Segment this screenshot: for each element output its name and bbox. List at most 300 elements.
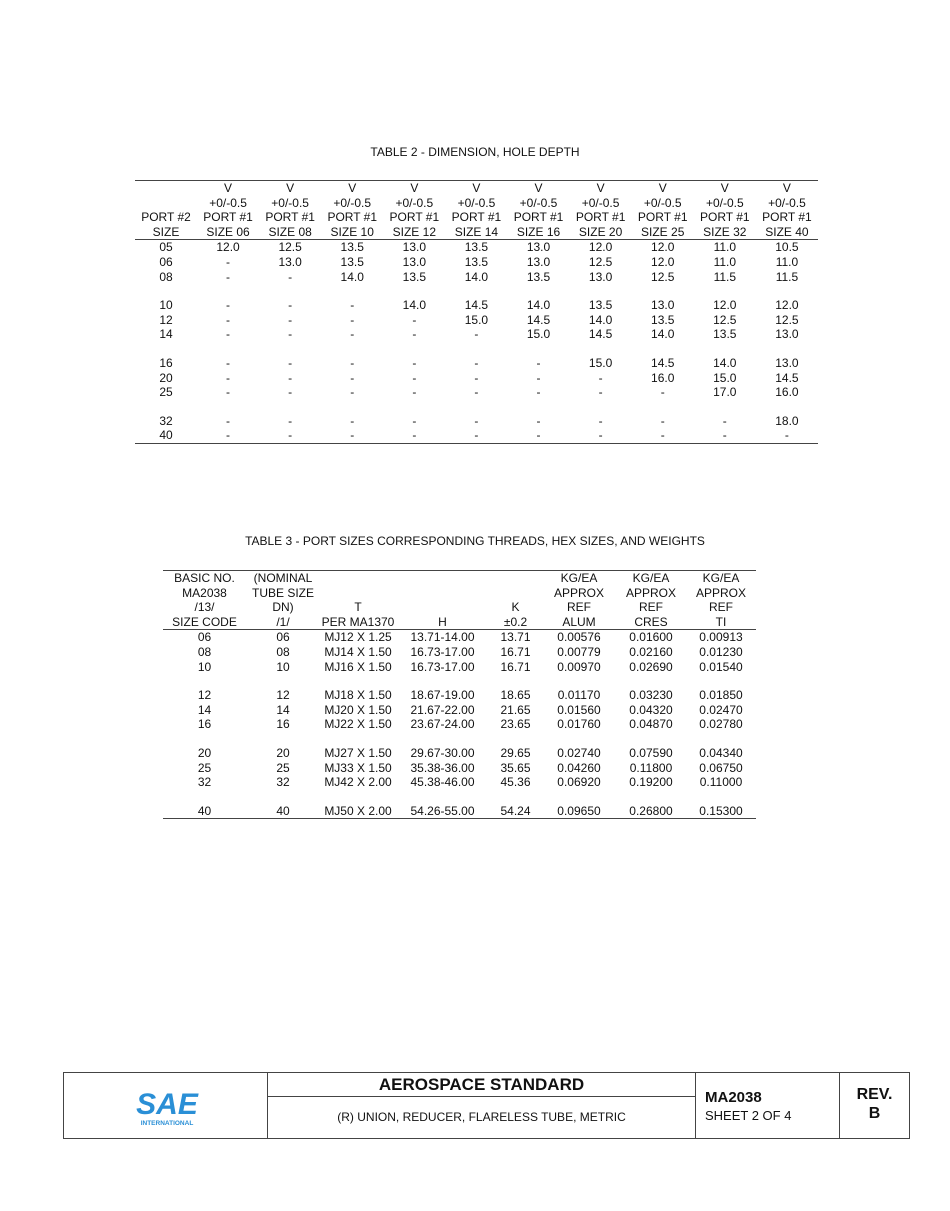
table-cell: 29.65 [500, 745, 531, 760]
table-row [135, 255, 818, 270]
group-spacer [135, 400, 818, 414]
table-cell: 0.07590 [629, 745, 673, 760]
table-cell: 16.0 [775, 385, 799, 400]
header-cell: V [286, 181, 295, 195]
table-cell: 0.11800 [629, 760, 673, 775]
table-cell: 16.0 [651, 370, 675, 385]
table-cell: 20 [159, 370, 173, 385]
table-cell: 14.0 [402, 298, 426, 313]
document-subtitle: (R) UNION, REDUCER, FLARELESS TUBE, METRIC [337, 1110, 626, 1124]
table-cell: 08 [159, 269, 173, 284]
table-cell: 13.5 [588, 298, 613, 313]
table-cell: - [570, 428, 632, 443]
header-cell: PORT #1 [700, 210, 750, 225]
table-cell: 15.0 [464, 312, 489, 327]
table-cell: 0.00970 [557, 659, 601, 674]
table-cell: 14.5 [651, 355, 675, 370]
header-cell [135, 196, 197, 211]
header-cell: PORT #1 [327, 210, 378, 225]
table-cell: - [598, 413, 603, 428]
table3-body [163, 630, 756, 819]
header-cell [320, 571, 396, 586]
table-cell: 54.24 [489, 804, 542, 819]
table-cell: 14 [276, 702, 290, 717]
table-cell: 32 [159, 413, 173, 428]
table-cell: 40 [246, 804, 320, 819]
table3-caption: TABLE 3 - PORT SIZES CORRESPONDING THREADS, HEX SIZES, AND WEIGHTS [245, 534, 705, 548]
table-cell: 54.26-55.00 [396, 804, 489, 819]
table-cell: 14.0 [588, 312, 613, 327]
table-cell: - [445, 428, 507, 443]
table-cell: 14 [197, 702, 212, 717]
table-cell: 14.5 [526, 312, 551, 327]
table-cell: - [288, 385, 293, 400]
table-cell: MJ50 X 2.00 [320, 804, 396, 819]
header-cell: SIZE 25 [632, 225, 694, 240]
table-cell: 06 [197, 630, 212, 645]
table-row [163, 630, 756, 645]
table-cell: - [412, 327, 417, 342]
header-cell: V [658, 181, 667, 195]
table-cell: 21.65 [500, 702, 531, 717]
table-cell: 10.5 [775, 240, 799, 255]
header-row [135, 225, 818, 240]
table-cell: 0.04870 [629, 717, 673, 732]
table-cell: 12.5 [713, 312, 737, 327]
table-cell: 16 [159, 355, 173, 370]
group-spacer [163, 790, 756, 804]
header-row [163, 571, 756, 586]
table-cell: - [412, 312, 417, 327]
header-cell: PORT #1 [637, 210, 688, 225]
header-cell: PORT #1 [265, 210, 315, 225]
table-cell: - [660, 385, 665, 400]
table-cell: 0.02690 [629, 659, 673, 674]
table-cell: 0.02470 [699, 702, 743, 717]
table-cell: 12.0 [651, 240, 675, 255]
header-cell [320, 586, 396, 601]
table-row [163, 717, 756, 732]
table-row [163, 688, 756, 703]
header-cell: BASIC NO. [174, 571, 235, 585]
table-cell: 13.5 [464, 254, 489, 269]
table-cell: 0.03230 [629, 688, 673, 703]
table-cell: - [350, 312, 355, 327]
header-row [135, 210, 818, 225]
table-cell: 08 [197, 644, 212, 659]
header-cell: +0/-0.5 [457, 195, 496, 210]
header-cell [396, 600, 489, 615]
table-cell: 0.01170 [557, 688, 601, 703]
header-cell: SIZE 20 [570, 225, 632, 240]
header-cell: SIZE 14 [445, 225, 507, 240]
header-cell: TI [686, 615, 756, 630]
table-cell: - [756, 428, 818, 443]
table-cell: 0.01600 [629, 630, 673, 645]
header-cell: TUBE SIZE [251, 585, 314, 600]
table-cell: 45.38-46.00 [410, 775, 475, 790]
table-cell: 23.67-24.00 [410, 717, 475, 732]
table-cell: 05 [159, 240, 173, 255]
table-cell: 18.65 [500, 688, 531, 703]
table-cell: - [226, 254, 231, 269]
table-cell: 15.0 [526, 327, 551, 342]
header-row [135, 196, 818, 211]
revision-label: REV. [856, 1086, 893, 1103]
header-cell: DN) [272, 600, 294, 615]
table-cell: - [288, 312, 293, 327]
table-cell: 14.5 [775, 370, 799, 385]
table-cell: 11.5 [775, 269, 799, 284]
table-cell: 0.00576 [557, 630, 601, 645]
table-row [163, 660, 756, 675]
table-cell: 25 [159, 385, 173, 400]
table2-caption: TABLE 2 - DIMENSION, HOLE DEPTH [370, 145, 580, 159]
table-row [163, 645, 756, 660]
table-cell: 12.0 [651, 254, 675, 269]
table-cell: 13.5 [464, 240, 489, 255]
table-cell: 14.0 [464, 269, 489, 284]
header-cell: V [224, 181, 233, 195]
table-row [135, 270, 818, 285]
header-cell: REF [567, 600, 591, 615]
table-row [135, 356, 818, 371]
header-cell: +0/-0.5 [581, 195, 620, 210]
table-cell: 12.5 [278, 240, 302, 255]
table-cell: - [536, 370, 541, 385]
header-cell: KG/EA [560, 571, 598, 585]
table-cell: MJ33 X 1.50 [324, 760, 392, 775]
table-cell: - [412, 413, 417, 428]
table-cell: - [412, 355, 417, 370]
table-cell: - [226, 312, 231, 327]
table-cell: 0.01540 [699, 659, 743, 674]
table-cell: - [722, 413, 727, 428]
header-cell: (NOMINAL [253, 571, 313, 585]
table-cell: - [350, 327, 355, 342]
header-cell [396, 586, 489, 601]
revision-value: B [868, 1105, 881, 1122]
table-cell: 12.5 [651, 269, 675, 284]
table-row [163, 703, 756, 718]
table-cell: 10 [159, 298, 173, 313]
spacer-cell [135, 284, 818, 298]
header-cell: APPROX [625, 585, 676, 600]
table-cell: 12 [197, 688, 212, 703]
table-cell: 0.06750 [699, 760, 743, 775]
table-cell: 20 [197, 745, 212, 760]
table-cell: 13.0 [775, 355, 799, 370]
header-cell: PORT #1 [203, 210, 253, 225]
header-cell: SIZE 06 [197, 225, 259, 240]
header-cell: +0/-0.5 [209, 195, 247, 210]
header-cell: +0/-0.5 [768, 195, 806, 210]
table-cell: 12.5 [588, 254, 613, 269]
table-row [163, 775, 756, 790]
header-row [163, 615, 756, 630]
table-cell: - [412, 385, 417, 400]
table-cell: 12.0 [713, 298, 737, 313]
table-cell: 14.0 [526, 298, 551, 313]
table-cell: MJ16 X 1.50 [324, 659, 392, 674]
table-cell: - [474, 413, 479, 428]
table-cell: 23.65 [500, 717, 531, 732]
table-row [135, 298, 818, 313]
table-cell: - [412, 370, 417, 385]
table-cell: 13.5 [526, 269, 551, 284]
table2-header [135, 181, 818, 240]
table-cell: - [197, 428, 259, 443]
header-cell: /13/ [194, 600, 215, 615]
table-cell: 21.67-22.00 [410, 702, 475, 717]
table-cell: MJ42 X 2.00 [324, 775, 392, 790]
table-row [135, 385, 818, 400]
table-cell: 45.36 [500, 775, 531, 790]
table-cell: MJ20 X 1.50 [324, 702, 392, 717]
table2-body [135, 240, 818, 444]
table2-hole-depth [135, 180, 818, 444]
table-cell: - [350, 385, 355, 400]
table-cell: 10 [197, 659, 212, 674]
table-cell: - [536, 385, 541, 400]
table-row [135, 240, 818, 255]
table-cell: 15.0 [713, 370, 737, 385]
header-cell [396, 571, 489, 586]
table-cell: - [288, 269, 293, 284]
table-cell: - [350, 370, 355, 385]
table-cell: - [288, 370, 293, 385]
header-cell: SIZE [135, 225, 197, 240]
table-cell: 14.0 [651, 327, 675, 342]
spacer-cell [135, 400, 818, 414]
spacer-cell [163, 732, 756, 746]
table-cell: 08 [276, 644, 290, 659]
logo-subtext: INTERNATIONAL [140, 1120, 194, 1127]
table-cell: 0.02740 [557, 745, 601, 760]
logo-text: SAE [136, 1088, 198, 1121]
table-cell: 0.02780 [699, 717, 743, 732]
table-cell: 13.71-14.00 [410, 630, 475, 645]
header-cell: +0/-0.5 [519, 195, 558, 210]
table-row [135, 327, 818, 342]
table-cell: 29.67-30.00 [410, 745, 475, 760]
table-cell: 12.0 [216, 240, 240, 255]
table-cell: - [536, 413, 541, 428]
table-cell: 0.04320 [629, 702, 673, 717]
table-row [163, 761, 756, 776]
table-row [135, 313, 818, 328]
table-cell: 13.5 [651, 312, 675, 327]
table-cell: 0.01850 [699, 688, 743, 703]
table-row [163, 746, 756, 761]
table-cell: 0.04260 [557, 760, 601, 775]
header-cell: ALUM [542, 615, 616, 630]
table-cell: 16.73-17.00 [410, 644, 475, 659]
table-cell: 0.06920 [557, 775, 601, 790]
header-cell: KG/EA [702, 571, 740, 585]
table-cell: 0.01760 [557, 717, 601, 732]
header-cell: +0/-0.5 [271, 195, 309, 210]
header-row [163, 600, 756, 615]
table3-port-sizes [163, 570, 756, 819]
table-cell: - [288, 298, 293, 313]
table-cell: 40 [163, 804, 246, 819]
table-cell: - [350, 298, 355, 313]
header-cell: REF [709, 600, 733, 615]
table-cell: 13.0 [526, 240, 551, 255]
table-cell: 0.09650 [542, 804, 616, 819]
document-number-cell [696, 1073, 840, 1138]
table-cell: 10 [276, 659, 290, 674]
header-cell: V [720, 181, 729, 195]
table-cell: 25 [276, 760, 290, 775]
header-cell: V [472, 181, 481, 195]
table-cell: 0.01230 [699, 644, 743, 659]
table-cell: 13.0 [775, 327, 799, 342]
header-cell: V [596, 181, 605, 195]
table-cell: 0.00913 [699, 630, 743, 645]
table-cell: 13.0 [402, 254, 426, 269]
group-spacer [163, 674, 756, 688]
logo-cell [64, 1073, 268, 1138]
table-cell: - [288, 413, 293, 428]
header-cell: PORT #1 [389, 210, 440, 225]
table-cell: - [598, 385, 603, 400]
header-cell [489, 586, 542, 601]
header-cell: KG/EA [632, 571, 670, 585]
table-cell: 13.0 [526, 254, 551, 269]
header-cell: +0/-0.5 [705, 195, 744, 210]
header-cell: /1/ [246, 615, 320, 630]
table-cell: - [226, 385, 231, 400]
table-cell: 0.04340 [699, 745, 743, 760]
table-cell: 12.5 [775, 312, 799, 327]
header-cell: APPROX [553, 585, 604, 600]
table-cell: 13.71 [500, 630, 531, 645]
spacer-cell [163, 790, 756, 804]
header-cell: +0/-0.5 [395, 195, 434, 210]
table-cell: 12 [276, 688, 290, 703]
header-cell: CRES [616, 615, 686, 630]
table-cell: 18.0 [775, 413, 799, 428]
group-spacer [163, 732, 756, 746]
table-cell: 13.0 [651, 298, 675, 313]
table-cell: 0.01560 [557, 702, 601, 717]
header-cell: SIZE 08 [259, 225, 321, 240]
table-cell: - [321, 428, 383, 443]
table-cell: MJ22 X 1.50 [324, 717, 392, 732]
table-row [135, 371, 818, 386]
group-spacer [135, 284, 818, 298]
header-cell: H [396, 615, 489, 630]
table-cell: 16.73-17.00 [410, 659, 475, 674]
document-number: MA2038 [705, 1089, 762, 1106]
table-cell: 0.00779 [557, 644, 601, 659]
table-cell: - [226, 298, 231, 313]
table-cell: 13.5 [340, 240, 364, 255]
table-cell: 13.0 [402, 240, 426, 255]
table-cell: 0.11000 [699, 775, 743, 790]
table-cell: 14.5 [588, 327, 613, 342]
table-cell: 13.0 [588, 269, 613, 284]
header-cell: V [410, 181, 419, 195]
spacer-cell [163, 674, 756, 688]
table-cell: - [226, 413, 231, 428]
table-cell: MJ27 X 1.50 [324, 745, 392, 760]
header-cell: K [511, 600, 520, 615]
table-cell: 25 [197, 760, 212, 775]
header-cell: PORT #1 [451, 210, 502, 225]
header-cell: SIZE 16 [507, 225, 569, 240]
table-cell: 16 [276, 717, 290, 732]
table-cell: 35.65 [500, 760, 531, 775]
table-cell: 20 [276, 745, 290, 760]
header-cell: V [782, 181, 791, 195]
header-cell: SIZE 32 [694, 225, 756, 240]
header-cell: PORT #2 [141, 210, 191, 225]
table-cell: 06 [159, 254, 173, 269]
table-cell: 32 [197, 775, 212, 790]
table-row [163, 804, 756, 819]
table-cell: - [694, 428, 756, 443]
table-cell: 11.0 [713, 254, 737, 269]
table-cell: 06 [276, 630, 290, 645]
table-cell: MJ12 X 1.25 [324, 630, 392, 645]
table-cell: - [226, 370, 231, 385]
table-cell: 13.0 [278, 254, 302, 269]
table-cell: - [288, 327, 293, 342]
table-cell: 12 [159, 312, 173, 327]
sheet-number: SHEET 2 OF 4 [705, 1108, 792, 1123]
table-cell: 13.5 [713, 327, 737, 342]
header-cell: SIZE 12 [383, 225, 445, 240]
table-cell: MJ14 X 1.50 [324, 644, 392, 659]
table-cell: - [474, 327, 479, 342]
title-cell [268, 1073, 696, 1138]
header-cell: V [534, 181, 543, 195]
table-row [135, 414, 818, 429]
table-cell: 0.02160 [629, 644, 673, 659]
table-cell: 11.0 [775, 254, 799, 269]
table-cell: - [474, 370, 479, 385]
group-spacer [135, 342, 818, 356]
table-cell: - [660, 413, 665, 428]
table-cell: 0.19200 [629, 775, 673, 790]
table-cell: 14.5 [464, 298, 489, 313]
table-cell: - [536, 355, 541, 370]
sae-logo [134, 1085, 200, 1129]
header-cell: PORT #1 [513, 210, 564, 225]
header-cell: T [354, 600, 362, 615]
table-cell: - [383, 428, 445, 443]
header-row [135, 181, 818, 196]
header-cell: APPROX [695, 585, 746, 600]
header-row [163, 586, 756, 601]
table-cell: - [474, 355, 479, 370]
header-cell: PORT #1 [575, 210, 626, 225]
header-cell: V [348, 181, 357, 195]
header-cell: PORT #1 [762, 210, 812, 225]
header-cell: REF [639, 600, 663, 615]
table-cell: 16 [197, 717, 212, 732]
header-cell [489, 571, 542, 586]
title-block [63, 1072, 910, 1139]
table-cell: - [288, 355, 293, 370]
revision-cell [840, 1073, 909, 1138]
table-cell: - [507, 428, 569, 443]
table-cell: - [350, 413, 355, 428]
table-cell: 35.38-36.00 [410, 760, 475, 775]
